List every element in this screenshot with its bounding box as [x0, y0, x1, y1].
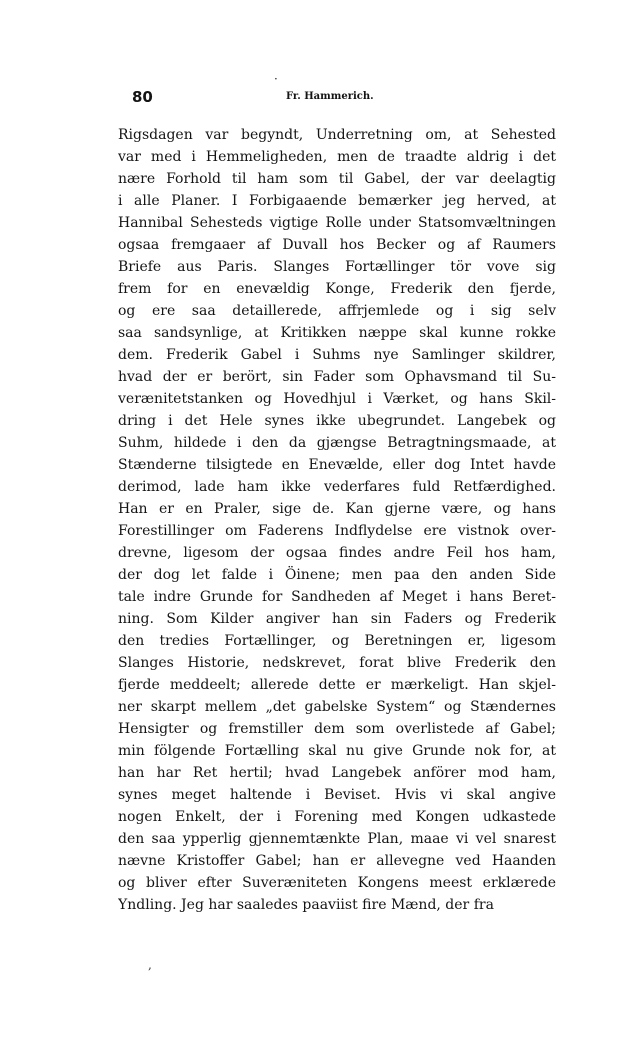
text-line: hvad der er berört, sin Fader som Ophavsmand til Su-	[118, 369, 556, 385]
text-line: var med i Hemmeligheden, men de traadte aldrig i det	[118, 149, 556, 165]
text-line: ogsaa fremgaaer af Duvall hos Becker og af Raumers	[118, 237, 556, 253]
text-line: Yndling. Jeg har saaledes paaviist fire Mænd, der fra	[118, 897, 494, 913]
text-line: Rigsdagen var begyndt, Underretning om, at Sehested	[118, 127, 556, 143]
speck-mark: ·	[274, 72, 278, 86]
running-head: Fr. Hammerich.	[286, 91, 374, 102]
text-line: og ere saa detaillerede, affrjemlede og i sig selv	[118, 303, 556, 319]
text-line: dring i det Hele synes ikke ubegrundet. Langebek og	[118, 413, 556, 429]
text-line: nævne Kristoffer Gabel; han er allevegne ved Haanden	[118, 853, 556, 869]
speck-mark: ,	[148, 958, 152, 972]
text-line: synes meget haltende i Beviset. Hvis vi skal angive	[118, 787, 556, 803]
text-line: nære Forhold til ham som til Gabel, der var deelagtig	[118, 171, 556, 187]
text-line: den tredies Fortællinger, og Beretningen er, ligesom	[118, 633, 556, 649]
text-line: verænitetstanken og Hovedhjul i Værket, og hans Skil-	[118, 391, 556, 407]
body-text	[118, 124, 556, 916]
text-line: Suhm, hildede i den da gjængse Betragtningsmaade, at	[118, 435, 556, 451]
text-line: drevne, ligesom der ogsaa findes andre Feil hos ham,	[118, 545, 556, 561]
text-line: den saa ypperlig gjennemtænkte Plan, maae vi vel snarest	[118, 831, 556, 847]
text-line: Stænderne tilsigtede en Enevælde, eller dog Intet havde	[118, 457, 556, 473]
text-line: dem. Frederik Gabel i Suhms nye Samlinger skildrer,	[118, 347, 556, 363]
text-line: Forestillinger om Faderens Indflydelse ere vistnok over-	[118, 523, 556, 539]
text-line: min fölgende Fortælling skal nu give Grunde nok for, at	[118, 743, 556, 759]
text-line: tale indre Grunde for Sandheden af Meget i hans Beret-	[118, 589, 556, 605]
text-line: Hannibal Sehesteds vigtige Rolle under Statsomvæltningen	[118, 215, 556, 231]
text-line: ner skarpt mellem „det gabelske System“ og Stændernes	[118, 699, 556, 715]
text-line: Briefe aus Paris. Slanges Fortællinger tör vove sig	[118, 259, 556, 275]
page-number: 80	[132, 88, 153, 106]
text-line: Hensigter og fremstiller dem som overlistede af Gabel;	[118, 721, 556, 737]
text-line: ning. Som Kilder angiver han sin Faders og Frederik	[118, 611, 556, 627]
text-line: og bliver efter Suveræniteten Kongens meest erklærede	[118, 875, 556, 891]
text-line: i alle Planer. I Forbigaaende bemærker jeg herved, at	[118, 193, 556, 209]
text-line: frem for en enevældig Konge, Frederik den fjerde,	[118, 281, 556, 297]
text-line: derimod, lade ham ikke vederfares fuld Retfærdighed.	[118, 479, 556, 495]
text-line: der dog let falde i Öinene; men paa den anden Side	[118, 567, 556, 583]
text-line: nogen Enkelt, der i Forening med Kongen udkastede	[118, 809, 556, 825]
text-line: Slanges Historie, nedskrevet, forat blive Frederik den	[118, 655, 556, 671]
text-line: saa sandsynlige, at Kritikken næppe skal kunne rokke	[118, 325, 556, 341]
page-header	[118, 88, 556, 108]
text-line: fjerde meddeelt; allerede dette er mærkeligt. Han skjel-	[118, 677, 556, 693]
text-line: han har Ret hertil; hvad Langebek anförer mod ham,	[118, 765, 556, 781]
text-line: Han er en Praler, sige de. Kan gjerne være, og hans	[118, 501, 556, 517]
